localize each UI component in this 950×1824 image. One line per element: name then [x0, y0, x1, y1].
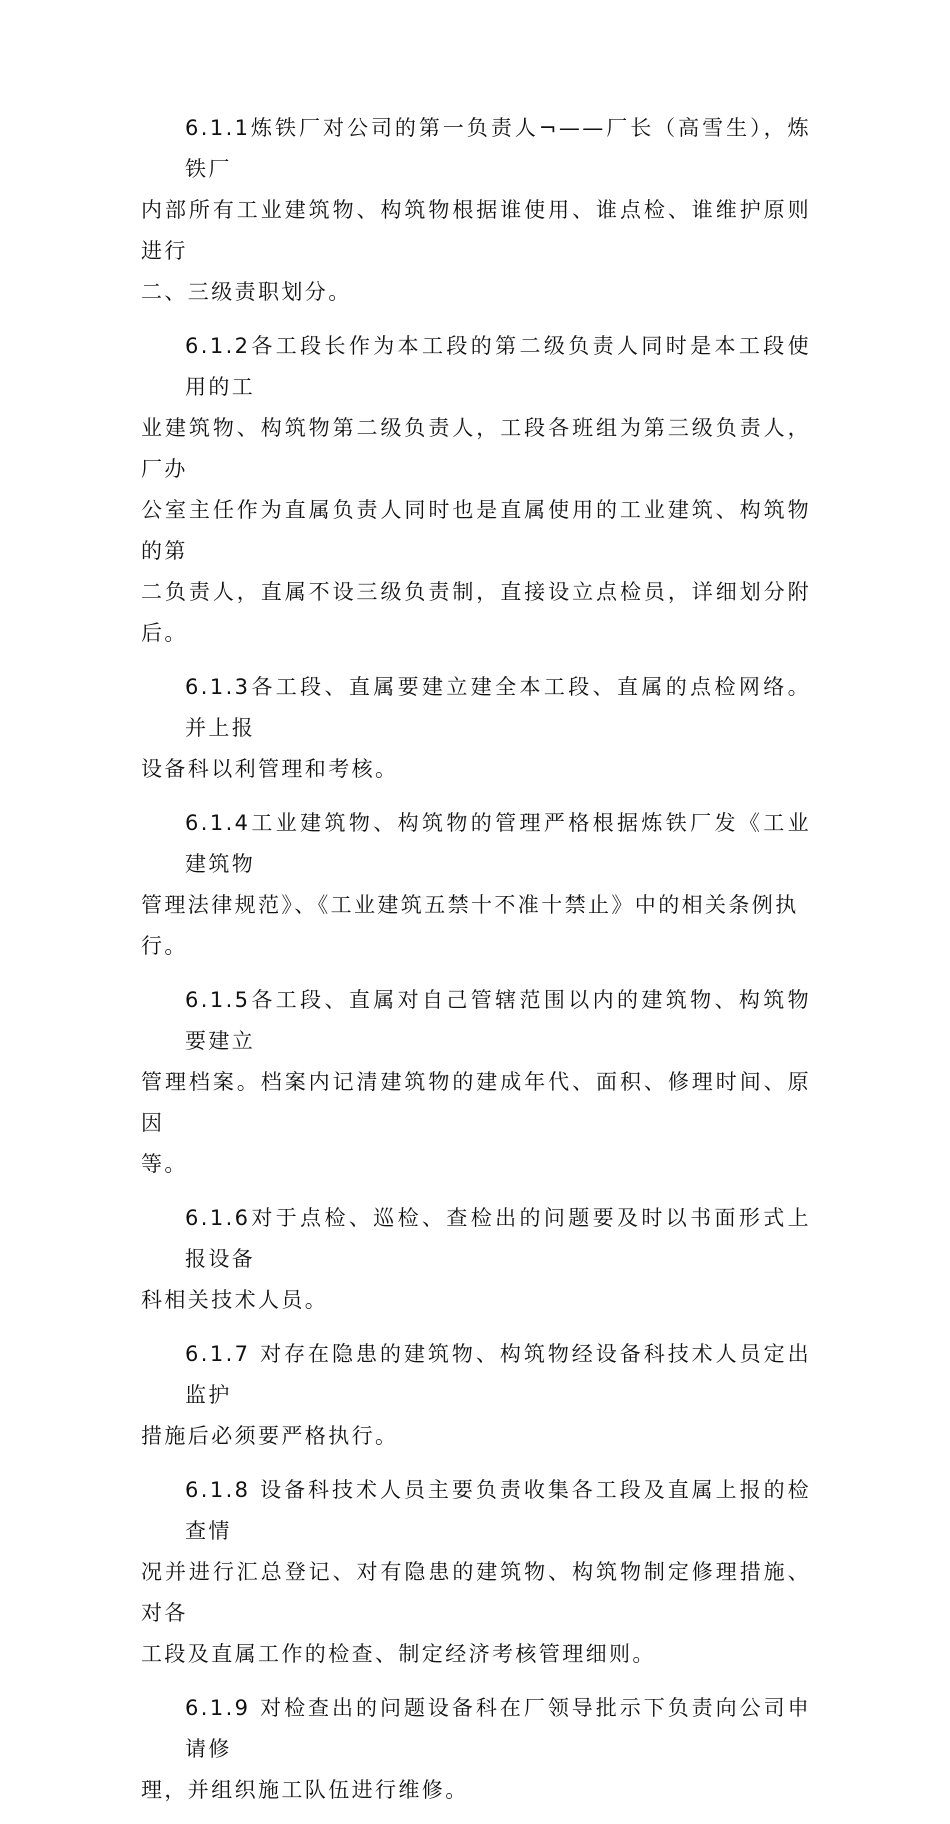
paragraph-line: 6.1.6对于点检、巡检、查检出的问题要及时以书面形式上报设备 — [185, 1206, 811, 1271]
paragraph-line: 理，并组织施工队伍进行维修。 — [141, 1778, 469, 1802]
paragraph-line: 公室主任作为直属负责人同时也是直属使用的工业建筑、构筑物的第 — [141, 498, 811, 563]
paragraph-line: 等。 — [141, 1152, 188, 1176]
paragraph-4 — [141, 803, 811, 967]
paragraph-line: 措施后必须要严格执行。 — [141, 1424, 399, 1448]
paragraph-2 — [141, 326, 811, 654]
paragraph-line: 内部所有工业建筑物、构筑物根据谁使用、谁点检、谁维护原则进行 — [141, 198, 811, 263]
paragraph-line: 管理档案。档案内记清建筑物的建成年代、面积、修理时间、原因 — [141, 1070, 811, 1135]
paragraph-line: 科相关技术人员。 — [141, 1288, 329, 1312]
paragraph-line: 6.1.4工业建筑物、构筑物的管理严格根据炼铁厂发《工业建筑物 — [185, 811, 811, 876]
paragraph-line: 业建筑物、构筑物第二级负责人，工段各班组为第三级负责人，厂办 — [141, 416, 811, 481]
paragraph-6 — [141, 1198, 811, 1321]
paragraph-line: 6.1.1炼铁厂对公司的第一负责人¬——厂长（高雪生），炼铁厂 — [185, 116, 811, 181]
paragraph-line: 6.1.8 设备科技术人员主要负责收集各工段及直属上报的检查情 — [185, 1478, 811, 1543]
paragraph-line: 6.1.3各工段、直属要建立建全本工段、直属的点检网络。并上报 — [185, 675, 811, 740]
paragraph-line: 二、三级责职划分。 — [141, 280, 352, 304]
document-body — [141, 108, 811, 1824]
paragraph-line: 管理法律规范》、《工业建筑五禁十不准十禁止》中的相关条例执 — [141, 893, 799, 917]
paragraph-line: 况并进行汇总登记、对有隐患的建筑物、构筑物制定修理措施、对各 — [141, 1560, 811, 1625]
paragraph-line: 6.1.2各工段长作为本工段的第二级负责人同时是本工段使用的工 — [185, 334, 811, 399]
paragraph-8 — [141, 1470, 811, 1675]
paragraph-line: 工段及直属工作的检查、制定经济考核管理细则。 — [141, 1642, 656, 1666]
paragraph-9 — [141, 1688, 811, 1811]
paragraph-line: 6.1.9 对检查出的问题设备科在厂领导批示下负责向公司申请修 — [185, 1696, 811, 1761]
paragraph-line: 6.1.5各工段、直属对自己管辖范围以内的建筑物、构筑物要建立 — [185, 988, 811, 1053]
paragraph-3 — [141, 667, 811, 790]
paragraph-line: 二负责人，直属不设三级负责制，直接设立点检员，详细划分附后。 — [141, 580, 811, 645]
paragraph-1 — [141, 108, 811, 313]
paragraph-7 — [141, 1334, 811, 1457]
paragraph-line: 设备科以利管理和考核。 — [141, 757, 399, 781]
paragraph-5 — [141, 980, 811, 1185]
paragraph-line: 行。 — [141, 934, 188, 958]
paragraph-line: 6.1.7 对存在隐患的建筑物、构筑物经设备科技术人员定出监护 — [185, 1342, 811, 1407]
